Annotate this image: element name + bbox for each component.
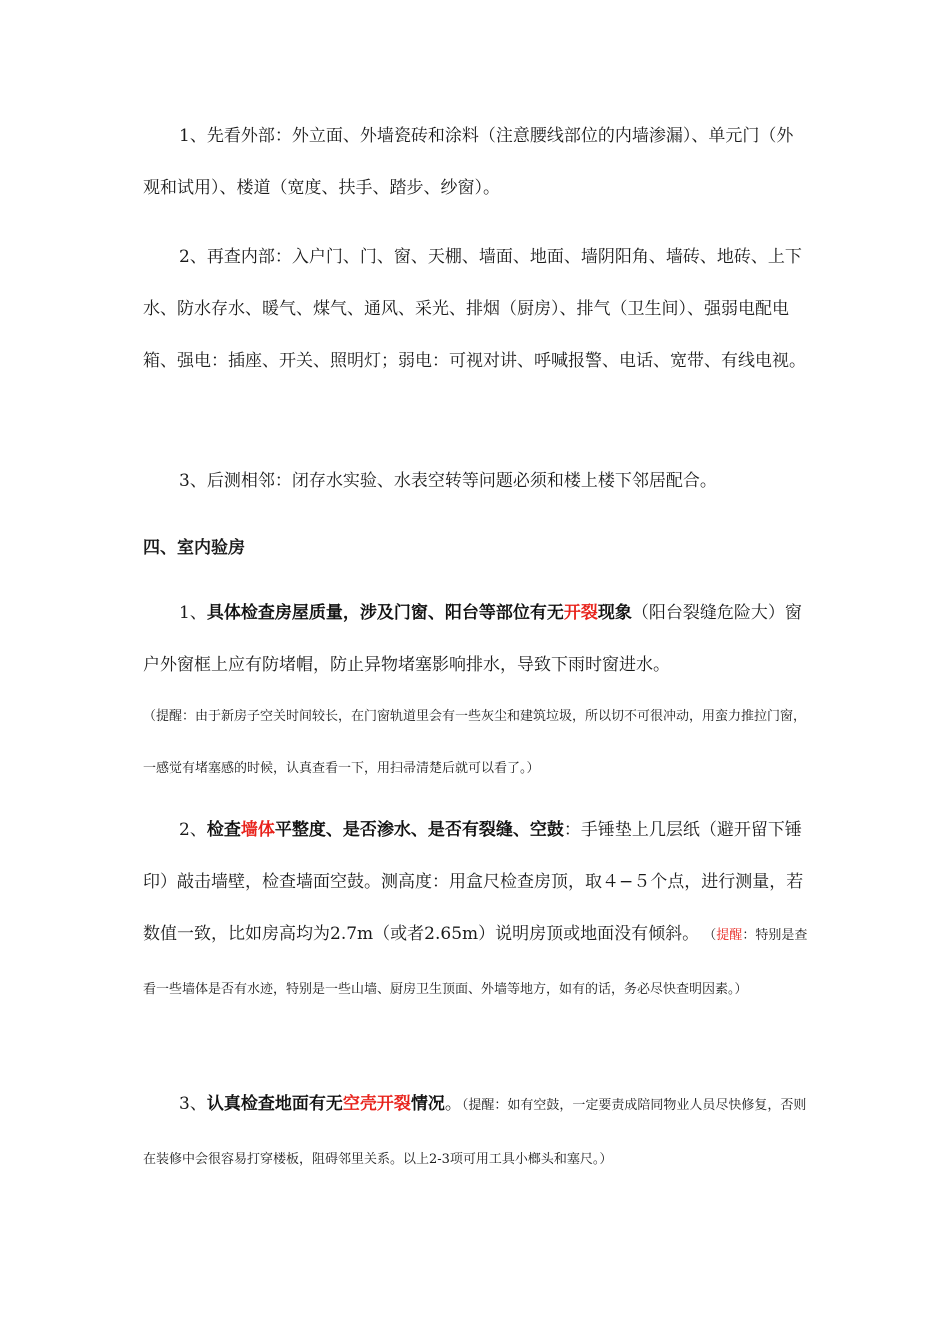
item-1-note: （提醒：由于新房子空关时间较长，在门窗轨道里会有一些灰尘和建筑垃圾，所以切不可很冲动，用蛮力推拉门窗，一感觉有堵塞感的时候，认真查看一下，用扫帚清楚后就可以看了。）: [143, 709, 807, 776]
section-heading: 四、室内验房: [143, 538, 245, 558]
item-3-note: （提醒：如有空鼓，一定要责成陪同物业人员尽快修复，否则在装修中会很容易打穿楼板，阻碍邻里关系。以上2-3项可用工具小榔头和塞尺。）: [143, 1098, 807, 1167]
item-2-note-rest: ：特别是查看一些墙体是否有水迹，特别是一些山墙、厨房卫生顶面、外墙等地方，如有的话，务必尽快查明因素。）: [143, 928, 808, 997]
item-3-number: 3、: [179, 1094, 207, 1114]
item-3-floor-check: [143, 1078, 808, 1186]
item-2-wall-check: [143, 804, 808, 1016]
item-1-number: 1、: [179, 603, 207, 623]
item-2-bold-a: 检查: [206, 820, 241, 840]
item-2-note-open: （: [703, 928, 717, 943]
item-1-house-quality: [143, 587, 808, 691]
item-2-rest: ：手锤垫上几层纸（避开留下锤印）敲击墙壁，检查墙面空鼓。测高度：用盒尺检查房顶，取４−５个点，进行测量，若数值一致，比如房高均为2.7m（或者2.65m）说明房顶或地面没有倾斜。: [143, 820, 804, 944]
paragraph-neighbor-check: 3、后测相邻：闭存水实验、水表空转等问题必须和楼上楼下邻居配合。: [179, 471, 717, 491]
item-2-bold-b: 平整度、是否渗水、是否有裂缝、空鼓: [274, 820, 564, 840]
item-3-red-keyword: 空壳开裂: [342, 1094, 411, 1114]
item-2-note-red: 提醒: [716, 928, 743, 943]
item-2-number: 2、: [179, 820, 207, 840]
item-1-red-keyword: 开裂: [563, 603, 598, 623]
item-3-bold-b: 情况: [410, 1094, 445, 1114]
item-1-bold-a: 具体检查房屋质量，涉及门窗、阳台等部位有无: [206, 603, 564, 623]
item-3-bold-a: 认真检查地面有无: [206, 1094, 343, 1114]
item-1-bold-b: 现象: [597, 603, 632, 623]
item-3-rest: 。: [444, 1094, 462, 1114]
paragraph-exterior-check: 1、先看外部：外立面、外墙瓷砖和涂料（注意腰线部位的内墙渗漏）、单元门（外观和试用）、楼道（宽度、扶手、踏步、纱窗）。: [143, 126, 794, 198]
item-1-rest: （阳台裂缝危险大）窗户外窗框上应有防堵帽，防止异物堵塞影响排水，导致下雨时窗进水。: [143, 603, 802, 675]
item-2-red-keyword: 墙体: [240, 820, 275, 840]
paragraph-interior-check: 2、再查内部：入户门、门、窗、天棚、墙面、地面、墙阴阳角、墙砖、地砖、上下水、防水存水、暖气、煤气、通风、采光、排烟（厨房）、排气（卫生间）、强弱电配电箱、强电：插座、开关、照明灯；弱电：可视对讲、呼喊报警、电话、宽带、有线电视。: [143, 247, 806, 371]
